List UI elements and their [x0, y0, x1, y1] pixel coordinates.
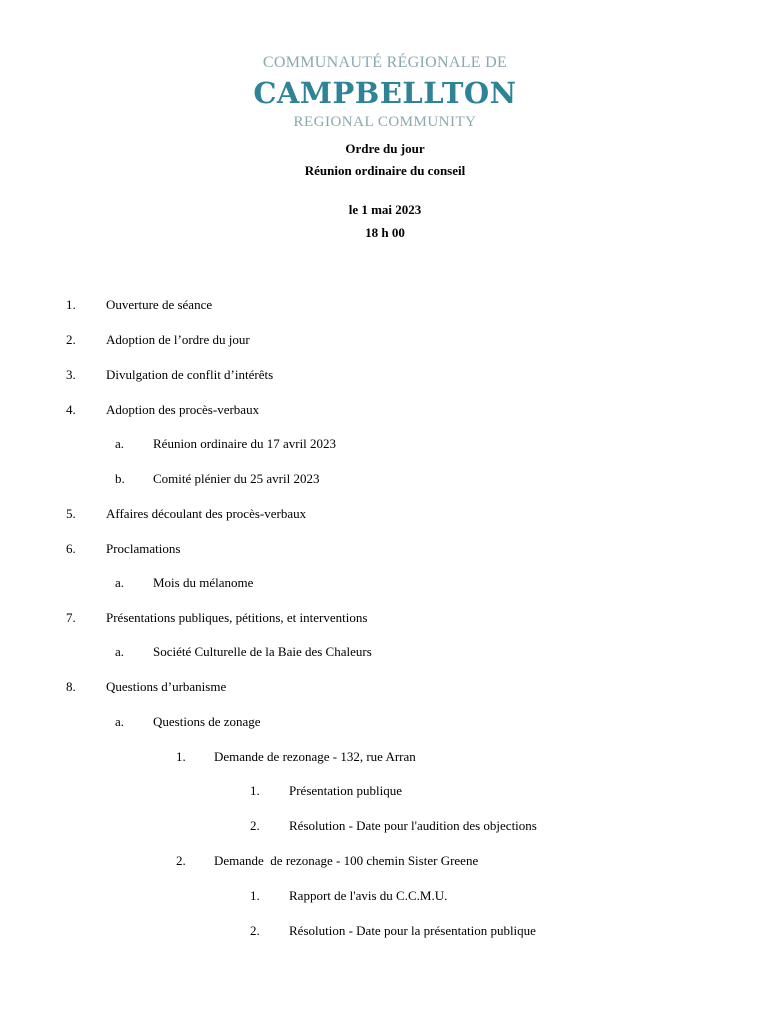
agenda-item-text: Adoption des procès-verbaux — [106, 402, 260, 417]
agenda-item-text: Adoption de l’ordre du jour — [106, 332, 250, 347]
agenda-item-text: Résolution - Date pour la présentation publique — [289, 923, 536, 938]
agenda-item-number: 2. — [176, 853, 186, 868]
agenda-item-number: 8. — [66, 679, 76, 694]
agenda-item-text: Société Culturelle de la Baie des Chaleurs — [153, 644, 372, 659]
agenda-item-number: a. — [115, 714, 125, 729]
agenda-item-text: Présentation publique — [289, 783, 403, 798]
agenda-item-number: 5. — [66, 506, 76, 521]
agenda-item-number: a. — [115, 644, 125, 659]
agenda-item-number: a. — [115, 575, 125, 590]
agenda-item-text: Questions d’urbanisme — [106, 679, 227, 694]
agenda-item-number: 2. — [250, 818, 260, 833]
agenda-item-text: Réunion ordinaire du 17 avril 2023 — [153, 436, 337, 451]
logo-line-campbellton: CAMPBELLTON — [253, 76, 517, 110]
agenda-item-number: 1. — [66, 297, 76, 312]
agenda-item-number: 7. — [66, 610, 76, 625]
logo-line-french: COMMUNAUTÉ RÉGIONALE DE — [262, 54, 508, 71]
agenda-item-number: 1. — [250, 888, 260, 903]
agenda-item-number: 1. — [250, 783, 260, 798]
agenda-item-text: Demande de rezonage - 100 chemin Sister Greene — [214, 853, 479, 868]
agenda-item-text: Divulgation de conflit d’intérêts — [106, 367, 274, 382]
agenda-item-number: 1. — [176, 749, 186, 764]
agenda-item-number: a. — [115, 436, 125, 451]
meeting-date: le 1 mai 2023 — [348, 202, 422, 217]
meeting-type: Réunion ordinaire du conseil — [304, 163, 466, 178]
agenda-item-text: Comité plénier du 25 avril 2023 — [153, 471, 320, 486]
agenda-item-number: 3. — [66, 367, 76, 382]
document-title: Ordre du jour — [345, 141, 425, 156]
agenda-item-text: Questions de zonage — [153, 714, 261, 729]
agenda-item-text: Proclamations — [106, 541, 181, 556]
agenda-item-number: 6. — [66, 541, 76, 556]
agenda-item-text: Demande de rezonage - 132, rue Arran — [214, 749, 416, 764]
agenda-item-text: Affaires découlant des procès-verbaux — [106, 506, 307, 521]
agenda-item-number: 2. — [66, 332, 76, 347]
agenda-item-number: 2. — [250, 923, 260, 938]
agenda-item-number: b. — [115, 471, 125, 486]
agenda-item-text: Résolution - Date pour l'audition des objections — [289, 818, 537, 833]
logo-line-english: REGIONAL COMMUNITY — [293, 114, 477, 130]
agenda-item-text: Ouverture de séance — [106, 297, 213, 312]
agenda-item-number: 4. — [66, 402, 76, 417]
meeting-time: 18 h 00 — [365, 225, 405, 240]
agenda-item-text: Rapport de l'avis du C.C.M.U. — [289, 888, 448, 903]
agenda-item-text: Présentations publiques, pétitions, et interventions — [106, 610, 368, 625]
agenda-item-text: Mois du mélanome — [153, 575, 254, 590]
